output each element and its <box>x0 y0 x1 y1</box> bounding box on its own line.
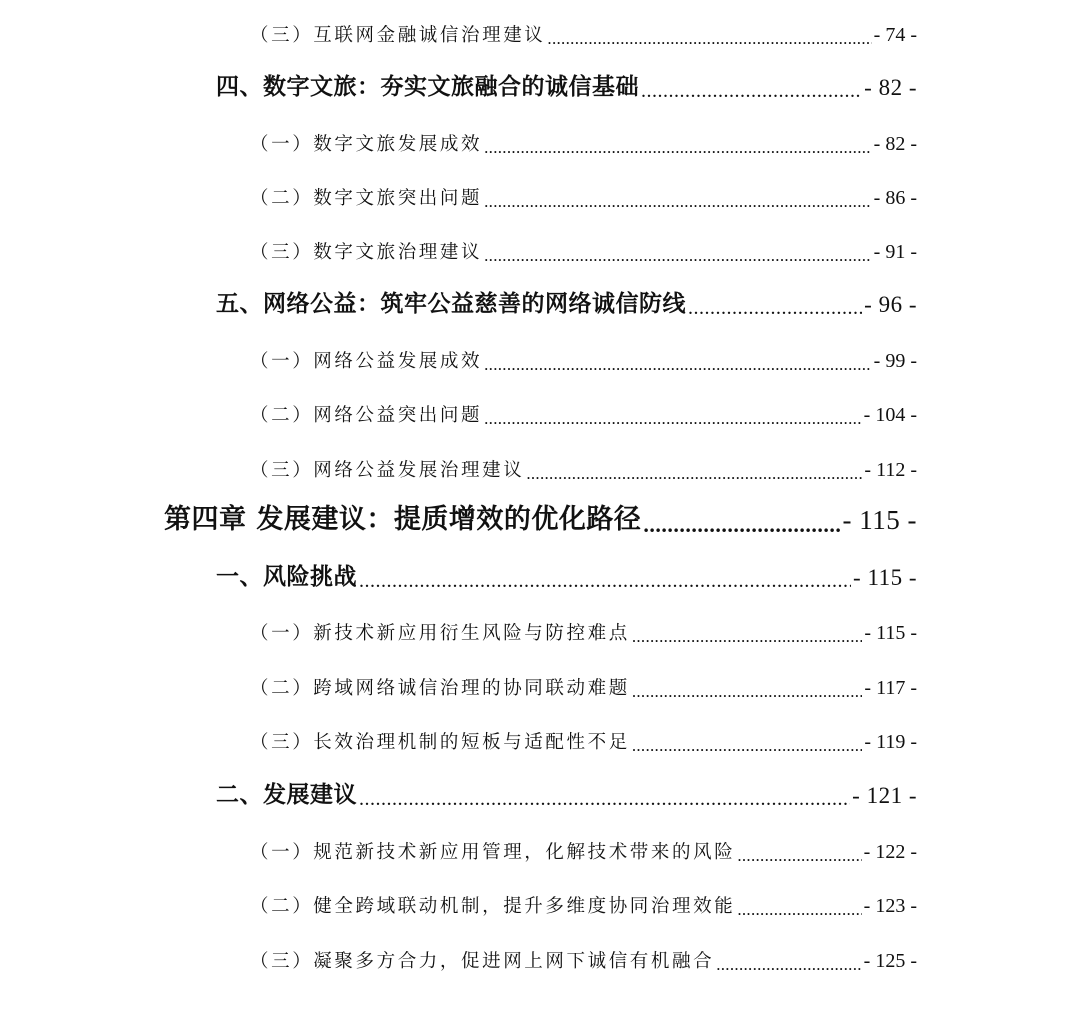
dot-leader <box>484 139 872 156</box>
toc-entry-page: - 125 - <box>863 950 917 972</box>
toc-entry[interactable] <box>250 393 917 427</box>
toc-entry[interactable] <box>250 176 917 210</box>
toc-entry-page: - 115 - <box>842 505 917 535</box>
toc-entry-page: - 86 - <box>873 187 917 209</box>
dot-leader <box>359 789 850 809</box>
toc-entry-title: （三）凝聚多方合力，促进网上网下诚信有机融合 <box>250 951 715 972</box>
toc-entry[interactable] <box>250 939 917 973</box>
toc-entry-page: - 123 - <box>863 895 917 917</box>
dot-leader <box>643 514 840 536</box>
toc-entry-title: （二）数字文旅突出问题 <box>250 188 483 209</box>
toc-entry-page: - 82 - <box>864 75 917 100</box>
toc-entry-title: （一）数字文旅发展成效 <box>250 134 483 155</box>
dot-leader <box>632 628 863 645</box>
toc-entry[interactable] <box>250 720 917 754</box>
toc-entry-page: - 96 - <box>864 292 917 317</box>
toc-entry[interactable] <box>250 611 917 645</box>
toc-entry[interactable] <box>250 884 917 918</box>
dot-leader <box>632 683 863 700</box>
toc-entry-title: 五、网络公益：筑牢公益慈善的网络诚信防线 <box>216 291 686 317</box>
toc-entry-title: 四、数字文旅：夯实文旅融合的诚信基础 <box>216 74 639 100</box>
toc-entry-page: - 104 - <box>863 404 917 426</box>
toc-entry-page: - 82 - <box>873 133 917 155</box>
dot-leader <box>484 193 872 210</box>
toc-entry-title: （三）数字文旅治理建议 <box>250 242 483 263</box>
toc-entry-title: 第四章 发展建议：提质增效的优化路径 <box>164 504 642 535</box>
toc-entry[interactable] <box>250 666 917 700</box>
dot-leader <box>484 247 872 264</box>
toc-entry-title: （三）互联网金融诚信治理建议 <box>250 25 546 46</box>
toc-entry-page: - 121 - <box>852 783 917 808</box>
toc-entry[interactable] <box>250 830 917 864</box>
toc-entry-title: （一）新技术新应用衍生风险与防控难点 <box>250 623 630 644</box>
toc-entry-page: - 99 - <box>873 350 917 372</box>
dot-leader <box>737 847 861 864</box>
toc-entry-title: 一、风险挑战 <box>216 564 357 590</box>
dot-leader <box>716 956 861 973</box>
toc-entry-page: - 112 - <box>864 459 917 481</box>
toc-entry[interactable] <box>250 448 917 482</box>
dot-leader <box>632 737 863 754</box>
dot-leader <box>547 30 871 47</box>
toc-entry-title: （一）规范新技术新应用管理，化解技术带来的风险 <box>250 842 736 863</box>
toc-entry-title: （二）健全跨域联动机制，提升多维度协同治理效能 <box>250 896 736 917</box>
toc-entry-title: （二）跨域网络诚信治理的协同联动难题 <box>250 678 630 699</box>
toc-entry-page: - 119 - <box>864 731 917 753</box>
toc-entry[interactable] <box>164 502 917 536</box>
toc-entry[interactable] <box>250 339 917 373</box>
toc-entry-page: - 91 - <box>873 241 917 263</box>
toc-entry-page: - 115 - <box>864 622 917 644</box>
dot-leader <box>641 81 862 101</box>
toc-entry-page: - 74 - <box>873 24 917 46</box>
toc-entry[interactable] <box>250 13 917 47</box>
toc-entry-title: 二、发展建议 <box>216 782 357 808</box>
toc-entry-title: （三）长效治理机制的短板与适配性不足 <box>250 732 630 753</box>
dot-leader <box>484 410 862 427</box>
toc-entry-title: （一）网络公益发展成效 <box>250 351 483 372</box>
toc-entry-title: （二）网络公益突出问题 <box>250 405 483 426</box>
toc-entry[interactable] <box>250 230 917 264</box>
toc-entry-page: - 117 - <box>864 677 917 699</box>
toc-entry[interactable] <box>216 67 917 101</box>
dot-leader <box>688 298 862 318</box>
dot-leader <box>526 465 862 482</box>
toc-entry[interactable] <box>216 284 917 318</box>
dot-leader <box>359 571 851 591</box>
dot-leader <box>737 901 861 918</box>
toc-entry[interactable] <box>250 122 917 156</box>
toc-entry-title: （三）网络公益发展治理建议 <box>250 460 525 481</box>
toc-entry-page: - 122 - <box>863 841 917 863</box>
dot-leader <box>484 356 872 373</box>
toc-entry[interactable] <box>216 775 917 809</box>
toc-entry-page: - 115 - <box>853 565 917 590</box>
toc-entry[interactable] <box>216 557 917 591</box>
